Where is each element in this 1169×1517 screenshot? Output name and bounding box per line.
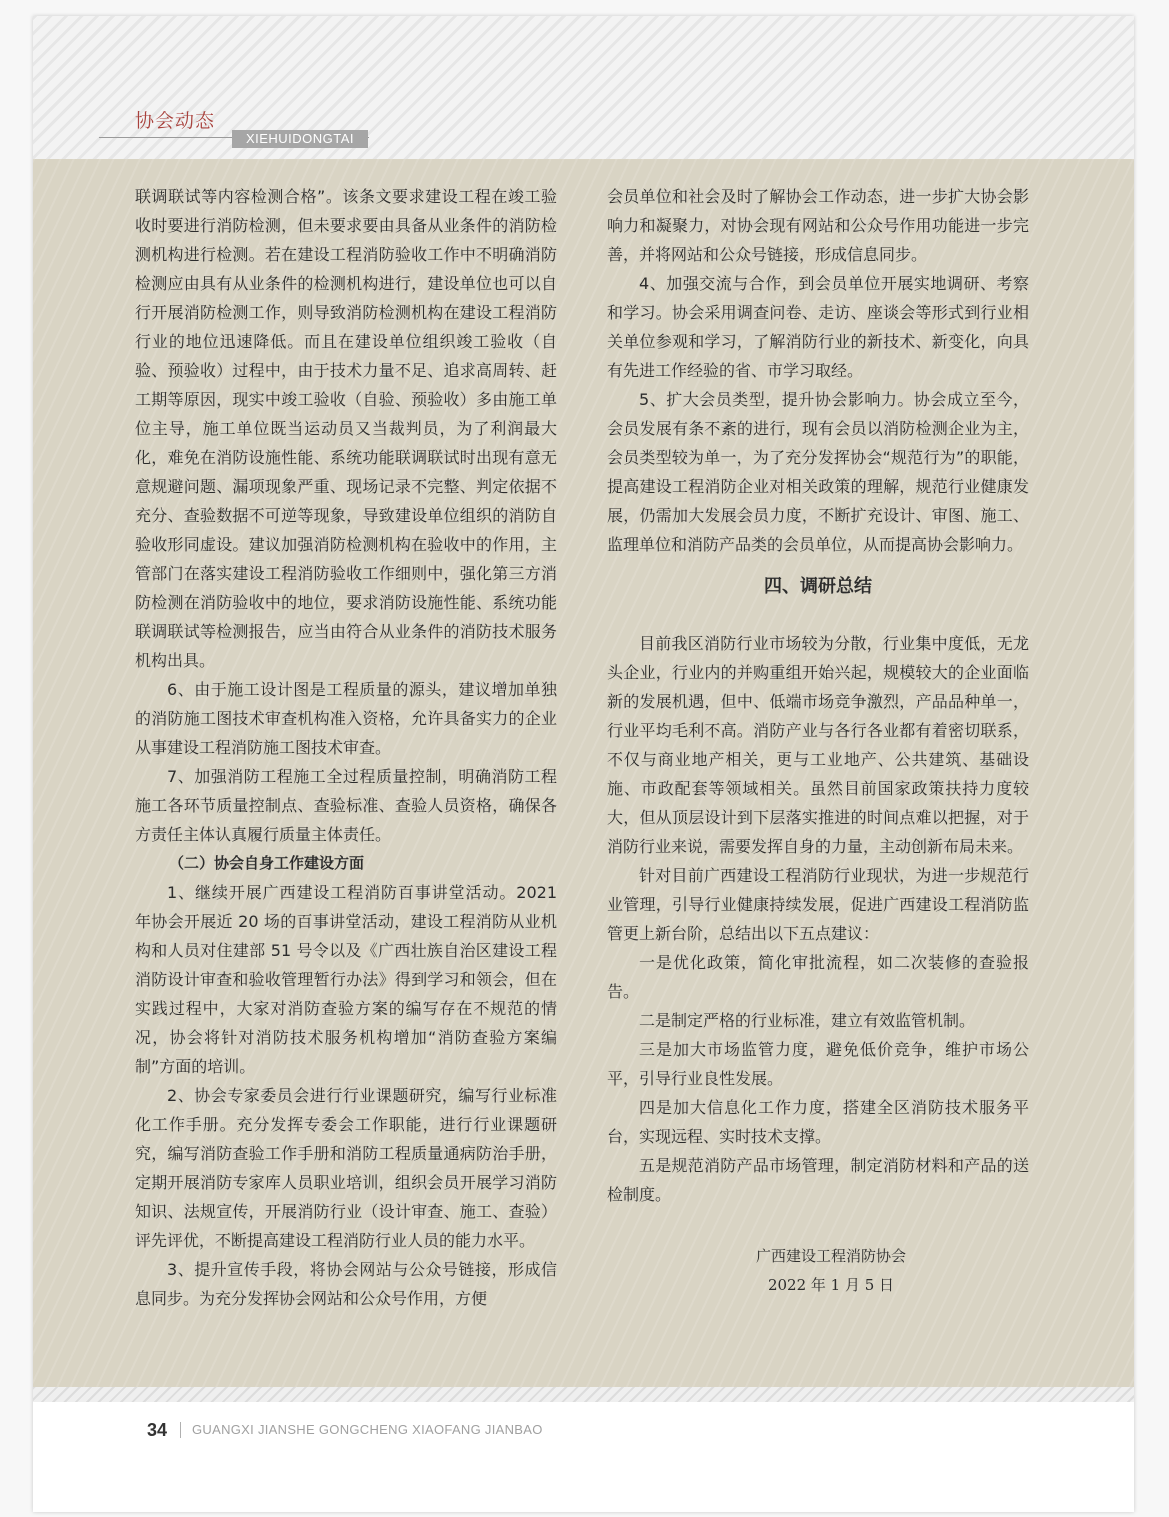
paragraph: 会员单位和社会及时了解协会工作动态，进一步扩大协会影响力和凝聚力，对协会现有网站和公众号作用功能进一步完善，并将网站和公众号链接，形成信息同步。	[607, 187, 1029, 264]
paragraph: 针对目前广西建设工程消防行业现状，为进一步规范行业管理，引导行业健康持续发展，促进广西建设工程消防监管更上新台阶，总结出以下五点建议：	[607, 866, 1029, 943]
paragraph: 联调联试等内容检测合格”。该条文要求建设工程在竣工验收时要进行消防检测，但未要求要由具备从业条件的消防检测机构进行检测。若在建设工程消防验收工作中不明确消防检测应由具有从业条件的检测机构进行，建设单位也可以自行开展消防检测工作，则导致消防检测机构在建设工程消防行业的地位迅速降低。而且在建设单位组织竣工验收（自验、预验收）过程中，由于技术力量不足、追求高周转、赶工期等原因，现实中竣工验收（自验、预验收）多由施工单位主导，施工单位既当运动员又当裁判员，为了利润最大化，难免在消防设施性能、系统功能联调联试时出现有意无意规避问题、漏项现象严重、现场记录不完整、判定依据不充分、查验数据不可逆等现象，导致建设单位组织的消防自验收形同虚设。建议加强消防检测机构在验收中的作用，主管部门在落实建设工程消防验收工作细则中，强化第三方消防检测在消防验收中的地位，要求消防设施性能、系统功能联调联试等检测报告，应当由符合从业条件的消防技术服务机构出具。	[135, 187, 557, 670]
signature-date: 2022 年 1 月 5 日	[767, 1276, 895, 1294]
page-number: 34	[147, 1420, 168, 1440]
paragraph: 二是制定严格的行业标准，建立有效监管机制。	[639, 1011, 976, 1030]
paragraph: 5、扩大会员类型，提升协会影响力。协会成立至今，会员发展有条不紊的进行，现有会员以消防检测企业为主，会员类型较为单一，为了充分发挥协会“规范行为”的职能，提高建设工程消防企业对相关政策的理解，规范行业健康发展，仍需加大发展会员力度，不断扩充设计、审图、施工、监理单位和消防产品类的会员单位，从而提高协会影响力。	[607, 390, 1029, 554]
paragraph: 一是优化政策，简化审批流程，如二次装修的查验报告。	[607, 953, 1029, 1001]
paragraph: 3、提升宣传手段，将协会网站与公众号链接，形成信息同步。为充分发挥协会网站和公众号作用，方便	[135, 1260, 557, 1308]
paragraph: 2、协会专家委员会进行行业课题研究，编写行业标准化工作手册。充分发挥专委会工作职能，进行行业课题研究，编写消防查验工作手册和消防工程质量通病防治手册，定期开展消防专家库人员职业培训，组织会员开展学习消防知识、法规宣传，开展消防行业（设计审查、施工、查验）评先评优，不断提高建设工程消防行业人员的能力水平。	[135, 1086, 557, 1250]
paragraph: 四是加大信息化工作力度，搭建全区消防技术服务平台，实现远程、实时技术支撑。	[607, 1098, 1029, 1146]
footer-separator	[180, 1422, 181, 1438]
paragraph: 目前我区消防行业市场较为分散，行业集中度低，无龙头企业，行业内的并购重组开始兴起，规模较大的企业面临新的发展机遇，但中、低端市场竞争激烈，产品品种单一，行业平均毛利不高。消防产业与各行各业都有着密切联系，不仅与商业地产相关，更与工业地产、公共建筑、基础设施、市政配套等领域相关。虽然目前国家政策扶持力度较大，但从顶层设计到下层落实推进的时间点难以把握，对于消防行业来说，需要发挥自身的力量，主动创新布局未来。	[607, 634, 1029, 856]
paragraph: 4、加强交流与合作，到会员单位开展实地调研、考察和学习。协会采用调查问卷、走访、座谈会等形式到行业相关单位参观和学习，了解消防行业的新技术、新变化，向具有先进工作经验的省、市学习取经。	[607, 274, 1029, 380]
magazine-page	[33, 16, 1134, 1512]
left-column	[135, 182, 557, 1313]
section-subtitle: XIEHUIDONGTAI	[232, 130, 368, 148]
section-heading: 四、调研总结	[764, 576, 872, 597]
paragraph: 五是规范消防产品市场管理，制定消防材料和产品的送检制度。	[607, 1156, 1029, 1204]
signature-organization: 广西建设工程消防协会	[755, 1247, 906, 1265]
paragraph: 6、由于施工设计图是工程质量的源头，建议增加单独的消防施工图技术审查机构准入资格，允许具备实力的企业从事建设工程消防施工图技术审查。	[135, 680, 557, 757]
paragraph: 1、继续开展广西建设工程消防百事讲堂活动。2021 年协会开展近 20 场的百事讲堂活动，建设工程消防从业机构和人员对住建部 51 号令以及《广西壮族自治区建设工程消防设计审查和验收管理暂行办法》得到学习和领会，但在实践过程中，大家对消防查验方案的编写存在不规范的情况，协会将针对消防技术服务机构增加“消防查验方案编制”方面的培训。	[135, 883, 557, 1076]
section-title: 协会动态	[135, 110, 216, 132]
paragraph: 7、加强消防工程施工全过程质量控制，明确消防工程施工各环节质量控制点、查验标准、查验人员资格，确保各方责任主体认真履行质量主体责任。	[135, 767, 557, 844]
paragraph: 三是加大市场监管力度，避免低价竞争，维护市场公平，引导行业良性发展。	[607, 1040, 1029, 1088]
article-body	[33, 159, 1134, 1387]
subsection-heading: （二）协会自身工作建设方面	[169, 854, 365, 872]
right-column	[607, 182, 1029, 1300]
page-header	[33, 16, 1134, 159]
journal-name: GUANGXI JIANSHE GONGCHENG XIAOFANG JIANBAO	[192, 1422, 543, 1437]
footer-band	[33, 1387, 1134, 1402]
